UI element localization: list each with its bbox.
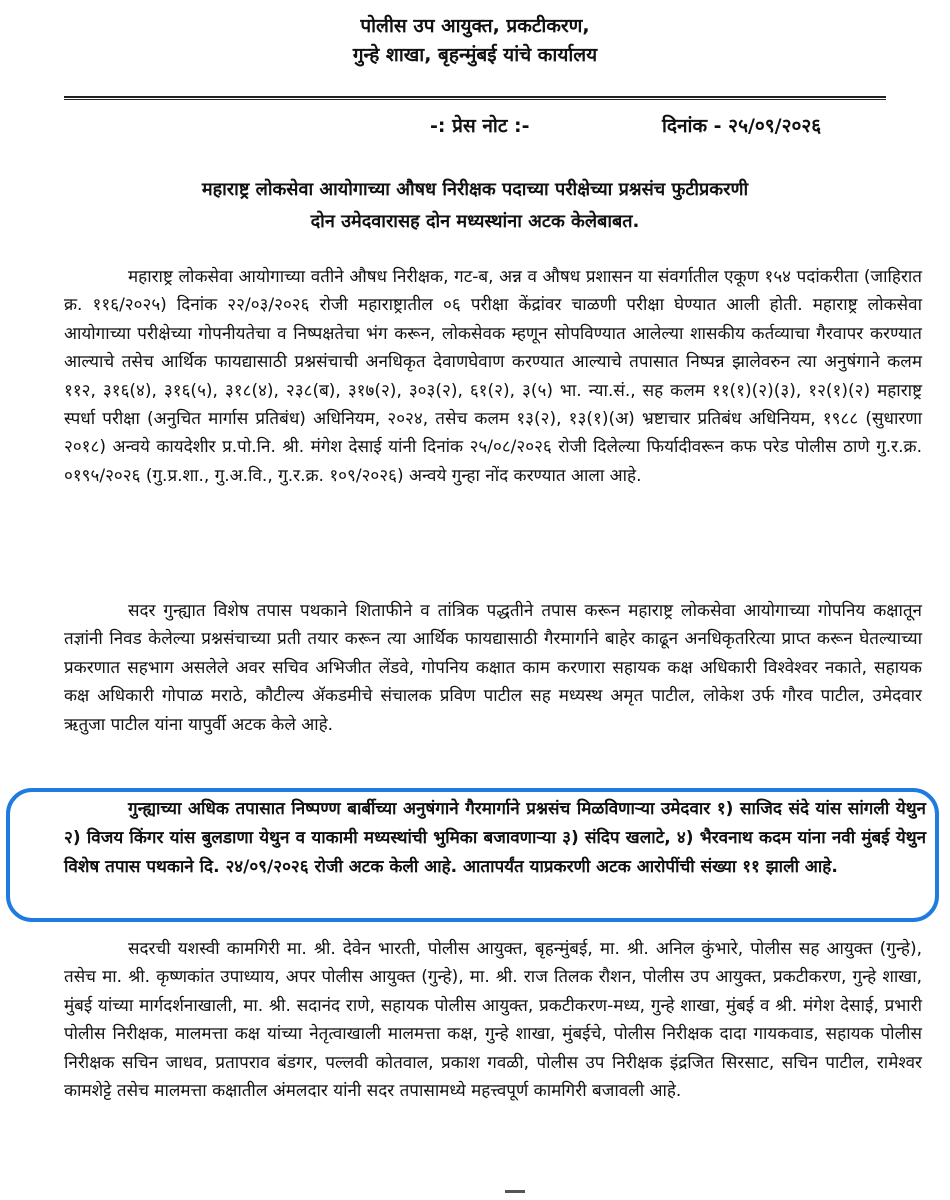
subject-line-2: दोन उमेदवारासह दोन मध्यस्थांना अटक केलेबाबत. — [310, 211, 640, 232]
header-line-2: गुन्हे शाखा, बृहन्मुंबई यांचे कार्यालय — [352, 44, 598, 66]
paragraph-case-registration: महाराष्ट्र लोकसेवा आयोगाच्या वतीने औषध निरीक्षक, गट-ब, अन्न व औषध प्रशासन या संवर्गातील एकूण १५४ पदांकरीता (जाहिरात क्र. ११६/२०२५) दिनांक २२/०३/२०२६ रोजी महाराष्ट्रातील ०६ परीक्षा केंद्रांवर चाळणी परीक्षा घेण्यात आली होती. महाराष्ट्र लोकसेवा आयोगाच्या परीक्षेच्या गोपनीयतेचा व निष्पक्षतेचा भंग करून, लोकसेवक म्हणून सोपविण्यात आलेल्या शासकीय कर्तव्याचा गैरवापर करण्यात आल्याचे तसेच आर्थिक फायद्यासाठी प्रश्नसंचाची अनधिकृत देवाणघेवाण करण्यात आल्याचे तपासात निष्पन्न झालेवरुन त्या अनुषंगाने कलम ११२, ३१६(४), ३१६(५), ३१८(४), २३८(ब), ३१७(२), ३०३(२), ६१(२), ३(५) भा. न्या.सं., सह कलम ११(१)(२)(३), १२(१)(२) महाराष्ट्र स्पर्धा परीक्षा (अनुचित मार्गास प्रतिबंध) अधिनियम, २०२४, तसेच कलम १३(२), १३(१)(अ) भ्रष्टाचार प्रतिबंध अधिनियम, १९८८ (सुधारणा २०१८) अन्वये कायदेशीर प्र.पो.नि. श्री. मंगेश देसाई यांनी दिनांक २५/०८/२०२६ रोजी दिलेल्या फिर्यादीवरून कफ परेड पोलीस ठाणे गु.र.क्र. ०१९५/२०२६ (गु.प्र.शा., गु.अ.वि., गु.र.क्र. १०९/२०२६) अन्वये गुन्हा नोंद करण्यात आला आहे. — [64, 267, 922, 486]
press-note-date: दिनांक - २५/०९/२०२६ — [662, 115, 822, 137]
press-note-label: -: प्रेस नोट :- — [430, 115, 530, 137]
office-header — [0, 12, 950, 70]
page-bottom-mark — [505, 1190, 525, 1193]
paragraph-earlier-arrests: सदर गुन्ह्यात विशेष तपास पथकाने शिताफीने व तांत्रिक पद्धतीने तपास करून महाराष्ट्र लोकसेवा आयोगाच्या गोपनिय कक्षातून तज्ञांनी निवड केलेल्या प्रश्नसंचाच्या प्रती तयार करून त्या आर्थिक फायद्यासाठी गैरमार्गाने बाहेर काढून अनधिकृतरित्या प्राप्त करून घेतल्याच्या प्रकरणात सहभाग असलेले अवर सचिव अभिजीत लेंडवे, गोपनिय कक्षात काम करणारा सहायक कक्ष अधिकारी विश्वेश्वर नकाते, सहायक कक्ष अधिकारी गोपाळ मराठे, कौटील्य ॲकडमीचे संचालक प्रविण पाटील सह मध्यस्थ अमृत पाटील, लोकेश उर्फ गौरव पाटील, उमेदवार ऋतुजा पाटील यांना यापुर्वी अटक केले आहे. — [64, 601, 923, 735]
subject-line-1: महाराष्ट्र लोकसेवा आयोगाच्या औषध निरीक्षक पदाच्या परीक्षेच्या प्रश्नसंच फुटीप्रकरणी — [201, 179, 749, 200]
header-divider — [64, 96, 886, 100]
press-note-line — [0, 112, 950, 142]
paragraph-acknowledgement: सदरची यशस्वी कामगिरी मा. श्री. देवेन भारती, पोलीस आयुक्त, बृहन्मुंबई, मा. श्री. अनिल कुंभारे, पोलीस सह आयुक्त (गुन्हे), तसेच मा. श्री. कृष्णकांत उपाध्याय, अपर पोलीस आयुक्त (गुन्हे), मा. श्री. राज तिलक रौशन, पोलीस उप आयुक्त, प्रकटीकरण, गुन्हे शाखा, मुंबई यांच्या मार्गदर्शनाखाली, मा. श्री. सदानंद राणे, सहायक पोलीस आयुक्त, प्रकटीकरण-मध्य, गुन्हे शाखा, मुंबई व श्री. मंगेश देसाई, प्रभारी पोलीस निरीक्षक, मालमत्ता कक्ष यांच्या नेतृत्वाखाली मालमत्ता कक्ष, गुन्हे शाखा, मुंबईचे, पोलीस निरीक्षक दादा गायकवाड, सहायक पोलीस निरीक्षक सचिन जाधव, प्रतापराव बंडगर, पल्लवी कोतवाल, प्रकाश गवळी, पोलीस उप निरीक्षक इंद्रजित सिरसाट, सचिन पाटील, रामेश्वर कामशेट्टे तसेच मालमत्ता कक्षातील अंमलदार यांनी सदर तपासामध्ये महत्त्वपूर्ण कामगिरी बजावली आहे. — [64, 939, 922, 1102]
header-line-1: पोलीस उप आयुक्त, प्रकटीकरण, — [360, 15, 590, 37]
subject-heading — [95, 174, 855, 238]
paragraph-new-arrests: गुन्ह्याच्या अधिक तपासात निष्पण्ण बार्बीच्या अनुषंगाने गैरमार्गाने प्रश्नसंच मिळविणाऱ्या उमेदवार १) साजिद संदे यांस सांगली येथुन २) विजय किंगर यांस बुलडाणा येथुन व याकामी मध्यस्थांची भुमिका बजावणाऱ्या ३) संदिप खलाटे, ४) भैरवनाथ कदम यांना नवी मुंबई येथुन विशेष तपास पथकाने दि. २४/०९/२०२६ रोजी अटक केली आहे. आतापर्यंत याप्रकरणी अटक आरोपींची संख्या ११ झाली आहे. — [64, 799, 926, 877]
